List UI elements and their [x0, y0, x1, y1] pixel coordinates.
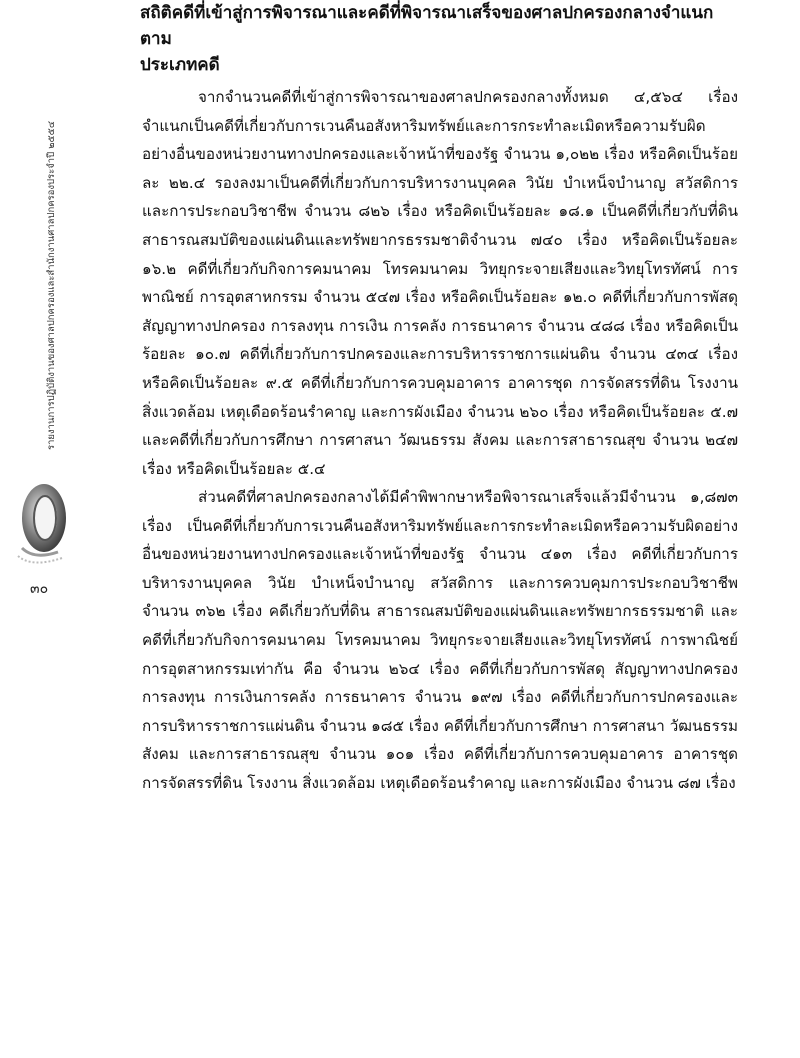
- paragraph-case-completed: ส่วนคดีที่ศาลปกครองกลางได้มีคำพิพากษาหรือพิจารณาเสร็จแล้วมีจำนวน ๑,๘๗๓ เรื่อง เป็นคดีที่เกี่ยวกับการเวนคืนอสังหาริมทรัพย์และการกระทำละเมิดหรือความรับผิดอย่างอื่นของหน่วยงานทางปกครองและเจ้าหน้าที่ของรัฐ จำนวน ๔๑๓ เรื่อง คดีที่เกี่ยวกับการบริหารงานบุคคล วินัย บำเหน็จบำนาญ สวัสดิการ และการควบคุมการประกอบวิชาชีพ จำนวน ๓๖๒ เรื่อง คดีเกี่ยวกับที่ดิน สาธารณสมบัติของแผ่นดินและทรัพยากรธรรมชาติ และคดีที่เกี่ยวกับกิจการคมนาคม โทรคมนาคม วิทยุกระจายเสียงและวิทยุโทรทัศน์ การพาณิชย์ การอุตสาหกรรมเท่ากัน คือ จำนวน ๒๖๔ เรื่อง คดีที่เกี่ยวกับการพัสดุ สัญญาทางปกครอง การลงทุน การเงินการคลัง การธนาคาร จำนวน ๑๙๗ เรื่อง คดีที่เกี่ยวกับการปกครองและการบริหารราชการแผ่นดิน จำนวน ๑๘๕ เรื่อง คดีที่เกี่ยวกับการศึกษา การศาสนา วัฒนธรรม สังคม และการสาธารณสุข จำนวน ๑๐๑ เรื่อง คดีที่เกี่ยวกับการควบคุมอาคาร อาคารชุด การจัดสรรที่ดิน โรงงาน สิ่งแวดล้อม เหตุเดือดร้อนรำคาญ และการผังเมือง จำนวน ๘๗ เรื่อง: [142, 488, 738, 792]
- page-number: ๓๐: [30, 581, 49, 597]
- side-caption: [44, 120, 57, 450]
- section-heading: [140, 0, 740, 78]
- heading-line-2: ประเภทคดี: [140, 55, 220, 75]
- paragraph-case-intake: จากจำนวนคดีที่เข้าสู่การพิจารณาของศาลปกครองกลางทั้งหมด ๔,๕๖๔ เรื่อง จำแนกเป็นคดีที่เกี่ยวกับการเวนคืนอสังหาริมทรัพย์และการกระทำละเมิดหรือความรับผิดอย่างอื่นของหน่วยงานทางปกครองและเจ้าหน้าที่ของรัฐ จำนวน ๑,๐๒๒ เรื่อง หรือคิดเป็นร้อยละ ๒๒.๔ รองลงมาเป็นคดีที่เกี่ยวกับการบริหารงานบุคคล วินัย บำเหน็จบำนาญ สวัสดิการ และการประกอบวิชาชีพ จำนวน ๘๒๖ เรื่อง หรือคิดเป็นร้อยละ ๑๘.๑ เป็นคดีที่เกี่ยวกับที่ดินสาธารณสมบัติของแผ่นดินและทรัพยากรธรรมชาติจำนวน ๗๔๐ เรื่อง หรือคิดเป็นร้อยละ ๑๖.๒ คดีที่เกี่ยวกับกิจการคมนาคม โทรคมนาคม วิทยุกระจายเสียงและวิทยุโทรทัศน์ การพาณิชย์ การอุตสาหกรรม จำนวน ๕๔๗ เรื่อง หรือคิดเป็นร้อยละ ๑๒.๐ คดีที่เกี่ยวกับการพัสดุ สัญญาทางปกครอง การลงทุน การเงิน การคลัง การธนาคาร จำนวน ๔๘๘ เรื่อง หรือคิดเป็นร้อยละ ๑๐.๗ คดีที่เกี่ยวกับการปกครองและการบริหารราชการแผ่นดิน จำนวน ๔๓๔ เรื่อง หรือคิดเป็นร้อยละ ๙.๕ คดีที่เกี่ยวกับการควบคุมอาคาร อาคารชุด การจัดสรรที่ดิน โรงงานสิ่งแวดล้อม เหตุเดือดร้อนรำคาญ และการผังเมือง จำนวน ๒๖๐ เรื่อง หรือคิดเป็นร้อยละ ๕.๗ และคดีที่เกี่ยวกับการศึกษา การศาสนา วัฒนธรรม สังคม และการสาธารณสุข จำนวน ๒๔๗ เรื่อง หรือคิดเป็นร้อยละ ๕.๔: [142, 88, 738, 478]
- side-caption-text: รายงานการปฏิบัติงานของศาลปกครองและสำนักงานศาลปกครองประจำปี ๒๕๕๔: [46, 120, 57, 450]
- heading-line-1: สถิติคดีที่เข้าสู่การพิจารณาและคดีที่พิจารณาเสร็จของศาลปกครองกลางจำแนกตาม: [140, 3, 714, 49]
- court-emblem-icon: [14, 478, 68, 570]
